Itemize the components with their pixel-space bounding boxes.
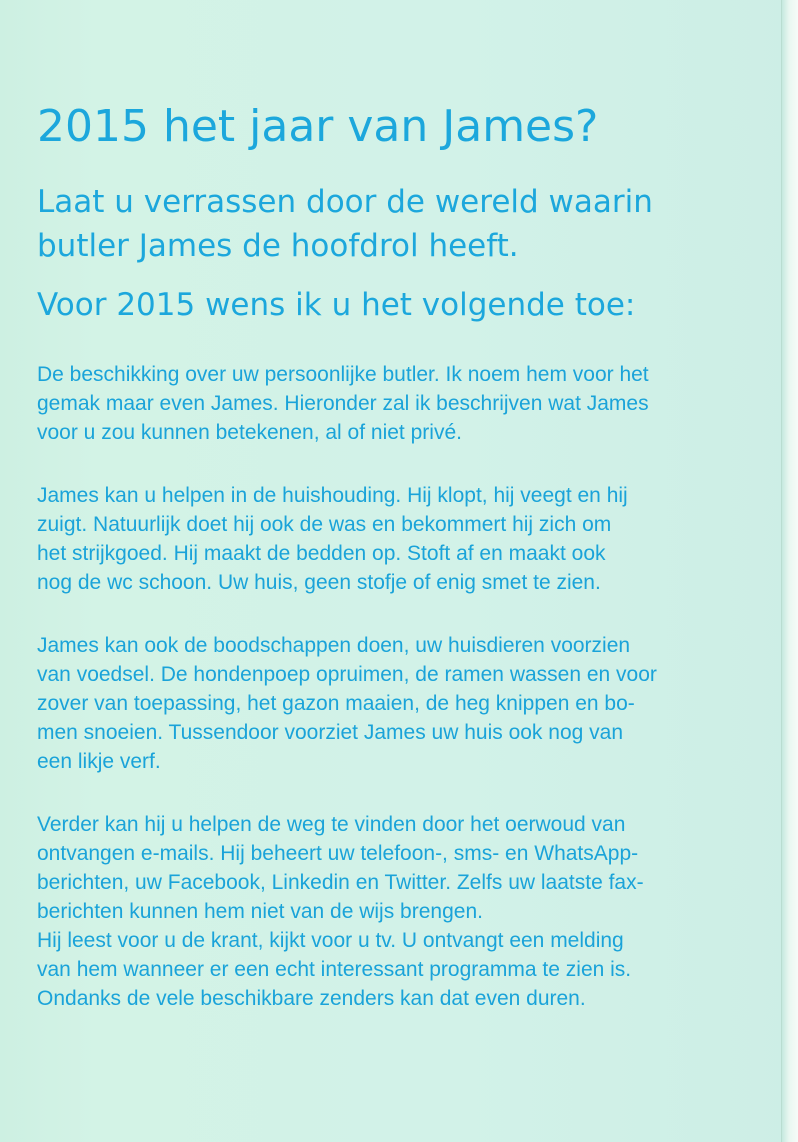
page-edge	[781, 0, 798, 1142]
paragraph-line: ontvangen e-mails. Hij beheert uw telefoon-, sms- en WhatsApp-	[37, 842, 639, 865]
paragraph-household	[37, 481, 727, 597]
paragraph-line: van voedsel. De hondenpoep opruimen, de ramen wassen en voor	[37, 663, 657, 686]
paragraph-communication	[37, 810, 727, 1013]
paragraph-line: Ondanks de vele beschikbare zenders kan dat even duren.	[37, 987, 586, 1010]
paragraph-line: men snoeien. Tussendoor voorziet James uw huis ook nog van	[37, 721, 624, 744]
paragraph-line: voor u zou kunnen betekenen, al of niet privé.	[37, 421, 462, 444]
paragraph-line: Hij leest voor u de krant, kijkt voor u tv. U ontvangt een melding	[37, 929, 624, 952]
paragraph-intro	[37, 360, 727, 447]
paragraph-line: gemak maar even James. Hieronder zal ik beschrijven wat James	[37, 392, 649, 415]
paragraph-line: berichten kunnen hem niet van de wijs brengen.	[37, 900, 483, 923]
subtitle-line-2: butler James de hoofdrol heeft.	[37, 228, 519, 264]
subtitle-line-1: Laat u verrassen door de wereld waarin	[37, 184, 653, 220]
paragraph-line: van hem wanneer er een echt interessant programma te zien is.	[37, 958, 632, 981]
paragraph-line: zover van toepassing, het gazon maaien, de heg knippen en bo-	[37, 692, 635, 715]
page-title: 2015 het jaar van James?	[37, 101, 599, 152]
paragraph-errands	[37, 631, 727, 776]
paragraph-line: De beschikking over uw persoonlijke butler. Ik noem hem voor het	[37, 363, 649, 386]
paragraph-line: zuigt. Natuurlijk doet hij ook de was en bekommert hij zich om	[37, 513, 612, 536]
paragraph-line: nog de wc schoon. Uw huis, geen stofje of enig smet te zien.	[37, 571, 601, 594]
paragraph-line: het strijkgoed. Hij maakt de bedden op. Stoft af en maakt ook	[37, 542, 606, 565]
paragraph-line: James kan ook de boodschappen doen, uw huisdieren voorzien	[37, 634, 631, 657]
document-body	[37, 92, 727, 1047]
paragraph-line: berichten, uw Facebook, Linkedin en Twitter. Zelfs uw laatste fax-	[37, 871, 644, 894]
paragraph-line: Verder kan hij u helpen de weg te vinden door het oerwoud van	[37, 813, 626, 836]
paragraph-line: James kan u helpen in de huishouding. Hij klopt, hij veegt en hij	[37, 484, 628, 507]
wish-heading: Voor 2015 wens ik u het volgende toe:	[37, 287, 636, 323]
paragraph-line: een likje verf.	[37, 750, 161, 773]
